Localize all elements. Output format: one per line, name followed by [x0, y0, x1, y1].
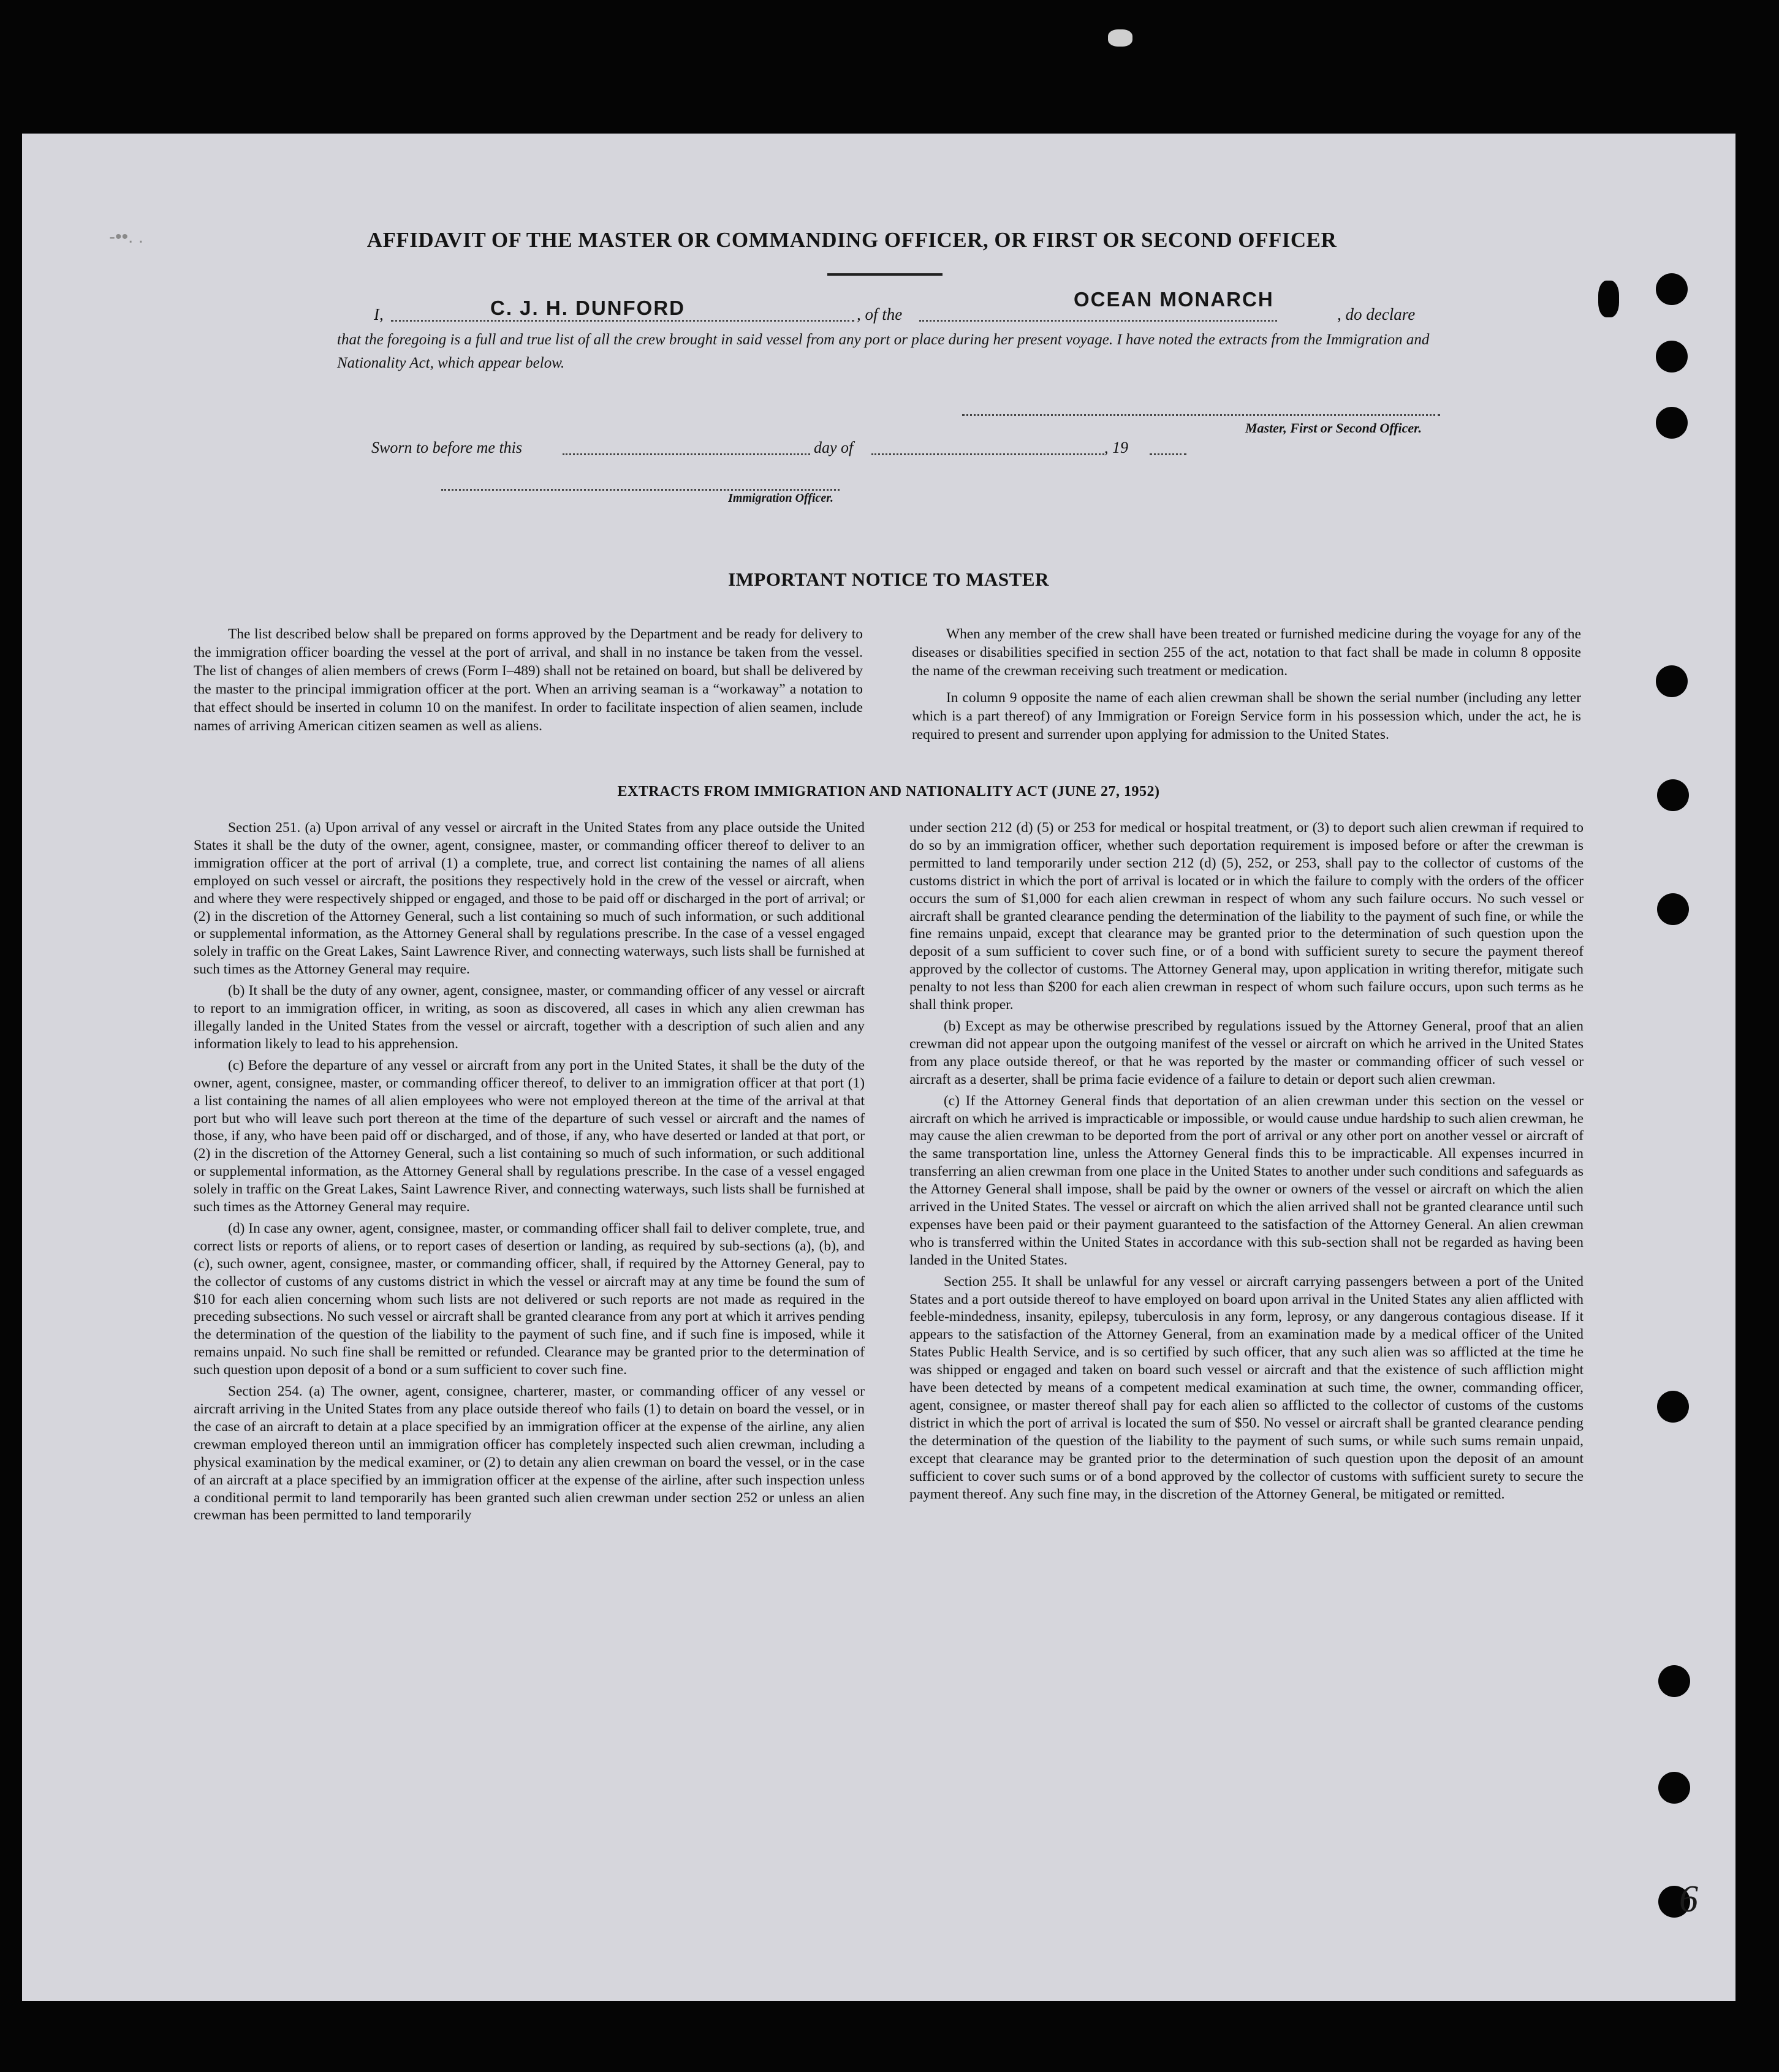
- act-paragraph: Section 251. (a) Upon arrival of any vessel or aircraft in the United States from any place outside the United States it shall be the duty of the owner, agent, consignee, master, or commanding officer thereof to deliver to an immigration officer at the port of arrival (1) a complete, true, and correct list containing the names of all aliens employed on such vessel or aircraft, the positions they respectively hold in the crew of the vessel or aircraft, when and where they were respectively shipped or engaged, and those to be paid off or discharged in the port of arrival; or (2) in the discretion of the Attorney General, such a list containing so much of such information, or such additional or supplemental information, as the Attorney General shall by regulations prescribe. In the case of a vessel engaged solely in traffic on the Great Lakes, Saint Lawrence River, and connecting waterways, such lists shall be furnished at such times as the Attorney General may require.: [194, 820, 865, 978]
- corner-mark: -••. .: [109, 227, 144, 247]
- immigration-officer-label: Immigration Officer.: [728, 491, 833, 505]
- notice-paragraph: In column 9 opposite the name of each alien crewman shall be shown the serial number (including any letter which is a part thereof) of any Immigration or Foreign Service form in his possession which, under the act, he is required to present and surrender upon applying for admission to the United States.: [912, 690, 1581, 743]
- act-paragraph: (c) Before the departure of any vessel or aircraft from any port in the United States, it shall be the duty of the owner, agent, consignee, master, or commanding officer thereof, to deliver to an immigration officer at that port (1) a list containing the names of all alien employees who were not employed thereon at the time of the arrival at that port but who will leave such port thereon at the time of the departure of such vessel or aircraft and the names of those, if any, who have been paid off or discharged, and of those, if any, who have deserted or landed at that port, or (2) in the discretion of the Attorney General, such a list containing so much of such information, or such additional or supplemental information, as the Attorney General shall by regulations prescribe. In the case of a vessel engaged solely in traffic on the Great Lakes, Saint Lawrence River, and connecting waterways, such lists shall be furnished at such times as the Attorney General may require.: [194, 1057, 865, 1216]
- sworn-year-line: [1150, 453, 1186, 455]
- master-name-line: [391, 320, 854, 322]
- extracts-left-column: [194, 819, 865, 1524]
- master-name: C. J. H. DUNFORD: [490, 297, 686, 319]
- sworn-day-line: [563, 453, 810, 455]
- punch-hole: [1656, 407, 1688, 439]
- page-number: 6: [1679, 1878, 1698, 1920]
- dust-speck: [1108, 29, 1132, 47]
- day-of-label: day of: [814, 439, 854, 456]
- do-declare-label: , do declare: [1337, 305, 1416, 323]
- extracts-right-column: [909, 819, 1584, 1503]
- act-paragraph: (b) Except as may be otherwise prescribed by regulations issued by the Attorney General, proof that an alien crewman did not appear upon the outgoing manifest of the vessel or aircraft on which he arrived in the United States from any place outside thereof, or that he was reported by the master or commanding officer of such vessel or aircraft as a deserter, shall be prima facie evidence of a failure to detain or deport such alien crewman.: [909, 1018, 1584, 1087]
- affidavit-title: AFFIDAVIT OF THE MASTER OR COMMANDING OFFICER, OR FIRST OR SECOND OFFICER: [366, 228, 1337, 252]
- punch-hole: [1657, 1391, 1689, 1423]
- signature-label: Master, First or Second Officer.: [1245, 420, 1422, 436]
- act-paragraph: (c) If the Attorney General finds that deportation of an alien crewman under this section on the vessel or aircraft on which he arrived is impracticable or impossible, or would cause undue hardship to such alien crewman, he may cause the alien crewman to be deported from the port of arrival or any other port on another vessel or aircraft of the same transportation line, unless the Attorney General finds this to be impracticable. All expenses incurred in transferring an alien crewman from one place in the United States to another under such conditions and safeguards as the Attorney General shall impose, shall be paid by the owner or owners of the vessel or aircraft on which the alien arrived in the United States. The vessel or aircraft on which the alien arrived shall not be granted clearance until such expenses have been paid or their payment guaranteed to the satisfaction of the Attorney General. An alien crewman who is transferred within the United States in accordance with this sub-section shall not be regarded as having been landed in the United States.: [909, 1092, 1584, 1268]
- signature-line: [962, 414, 1440, 416]
- act-paragraph: (b) It shall be the duty of any owner, agent, consignee, master, or commanding officer of any vessel or aircraft to report to an immigration officer, in writing, as soon as discovered, all cases in which any alien crewman has illegally landed in the United States from the vessel or aircraft, together with a description of such alien and any information likely to lead to his apprehension.: [194, 983, 865, 1052]
- notice-paragraph: The list described below shall be prepared on forms approved by the Department and be ready for delivery to the immigration officer boarding the vessel at the port of arrival, and shall in no instance be taken from the vessel. The list of changes of alien members of crews (Form I–489) shall not be retained on board, but shall be delivered by the master to the principal immigration officer at the port. When an arriving seaman is a “workaway” a notation to that effect should be inserted in column 10 on the manifest. In order to facilitate inspection of alien seamen, include names of arriving American citizen seamen as well as aliens.: [194, 626, 863, 734]
- of-the-label: , of the: [857, 305, 903, 323]
- immigration-officer-line: [441, 489, 840, 491]
- notice-paragraph: When any member of the crew shall have been treated or furnished medicine during the voyage for any of the diseases or disabilities specified in section 255 of the act, notation to that fact shall be made in column 8 opposite the name of the crewman receiving such treatment or medication.: [912, 626, 1581, 679]
- i-label: I,: [374, 305, 384, 323]
- act-paragraph: Section 255. It shall be unlawful for any vessel or aircraft carrying passengers between a port of the United States and a port outside thereof to have employed on board upon arrival in the United States any alien afflicted with feeble-mindedness, insanity, epilepsy, tuberculosis in any form, leprosy, or any dangerous contagious disease. If it appears to the satisfaction of the Attorney General, from an examination made by a medical officer of the United States Public Health Service, and is so certified by such officer, that any such alien was so afflicted at the time he was shipped or engaged and taken on board such vessel or aircraft and that the existence of such affliction might have been detected by means of a competent medical examination at such time, the owner, commanding officer, agent, consignee, or master thereof shall pay for each alien so afflicted to the collector of customs of the customs district in which the port of arrival is located the sum of $50. No vessel or aircraft shall be granted clearance pending the determination of the question of the liability to the payment of such sums, or while such sums remain unpaid, except that clearance may be granted prior to the determination of such question upon the deposit of an amount sufficient to cover such sums or of a bond approved by the collector of customs with sufficient surety to secure the payment thereof. Any such fine may, in the discretion of the Attorney General, be mitigated or remitted.: [909, 1273, 1584, 1502]
- sworn-label: Sworn to before me this: [371, 439, 523, 456]
- vessel-name: OCEAN MONARCH: [1074, 288, 1274, 311]
- punch-hole: [1657, 779, 1689, 811]
- punch-hole: [1656, 273, 1688, 305]
- act-paragraph: under section 212 (d) (5) or 253 for medical or hospital treatment, or (3) to deport such alien crewman if required to do so by an immigration officer, whether such deportation requirement is imposed before or after the crewman is permitted to land temporarily under section 212 (d) (5), 252, or 253, shall pay to the collector of customs of the customs district in which the port of arrival is located or in which the failure to comply with the orders of the officer occurs the sum of $1,000 for each alien crewman in respect of whom any such failure occurs. No such vessel or aircraft shall be granted clearance pending the determination of the liability to the payment of such fine, or while the fine remains unpaid, except that clearance may be granted prior to the determination of such question upon the deposit of a sum sufficient to cover such fine, or of a bond with sufficient surety to secure the payment thereof approved by the collector of customs. The Attorney General may, upon application in writing therefor, mitigate such penalty to not less than $200 for each alien crewman in respect of whom such failure occurs, upon such terms as he shall think proper.: [909, 820, 1584, 1013]
- year-label: , 19: [1104, 439, 1128, 456]
- vessel-name-line: [919, 320, 1277, 322]
- punch-hole: [1656, 665, 1688, 697]
- sworn-line: [371, 439, 1229, 463]
- act-paragraph: Section 254. (a) The owner, agent, consignee, charterer, master, or commanding officer of any vessel or aircraft arriving in the United States from any place outside thereof who fails (1) to detain on board the vessel, or in the case of an aircraft to detain at a place specified by an immigration officer at the expense of the airline, any alien crewman employed thereon until an immigration officer has completely inspected such alien crewman, including a physical examination by the medical examiner, or (2) to detain any alien crewman on board the vessel, or in the case of an aircraft at a place specified by an immigration officer at the expense of the airline, after such inspection unless a conditional permit to land temporarily has been granted such alien crewman under section 252 or unless an alien crewman has been permitted to land temporarily: [194, 1383, 865, 1524]
- sworn-month-line: [871, 453, 1104, 455]
- punch-hole: [1658, 1665, 1690, 1697]
- punch-hole: [1658, 1772, 1690, 1804]
- title-rule: [827, 273, 943, 276]
- notice-left-column: [194, 625, 863, 735]
- act-paragraph: (d) In case any owner, agent, consignee, master, or commanding officer shall fail to deliver complete, true, and correct lists or reports of aliens, or to report cases of desertion or landing, as required by sub-sections (a), (b), and (c), such owner, agent, consignee, master, or commanding officer, shall, if required by the Attorney General, pay to the collector of customs of any customs district in which the vessel or aircraft may at any time be found the sum of $10 for each alien concerning whom such lists are not delivered or such reports are not made as required in the preceding subsections. No such vessel or aircraft shall be granted clearance from any port at which it arrives pending the determination of the question of the liability to the payment of such fine, and if such fine is imposed, while it remains unpaid. No such fine shall be remitted or refunded. Clearance may be granted prior to the determination of such question upon deposit of a bond or a sum sufficient to cover such fine.: [194, 1220, 865, 1378]
- punch-hole: [1656, 341, 1688, 372]
- edge-mark: [1598, 281, 1619, 317]
- declaration-text: that the foregoing is a full and true list of all the crew brought in said vessel from any port or place during her present voyage. I have noted the extracts from the Immigration and Nationality Act, which appear below.: [337, 331, 1430, 371]
- notice-title: IMPORTANT NOTICE TO MASTER: [728, 569, 1049, 590]
- notice-right-column: [912, 625, 1581, 744]
- extracts-title: EXTRACTS FROM IMMIGRATION AND NATIONALITY ACT (JUNE 27, 1952): [617, 784, 1160, 800]
- punch-hole: [1657, 893, 1689, 925]
